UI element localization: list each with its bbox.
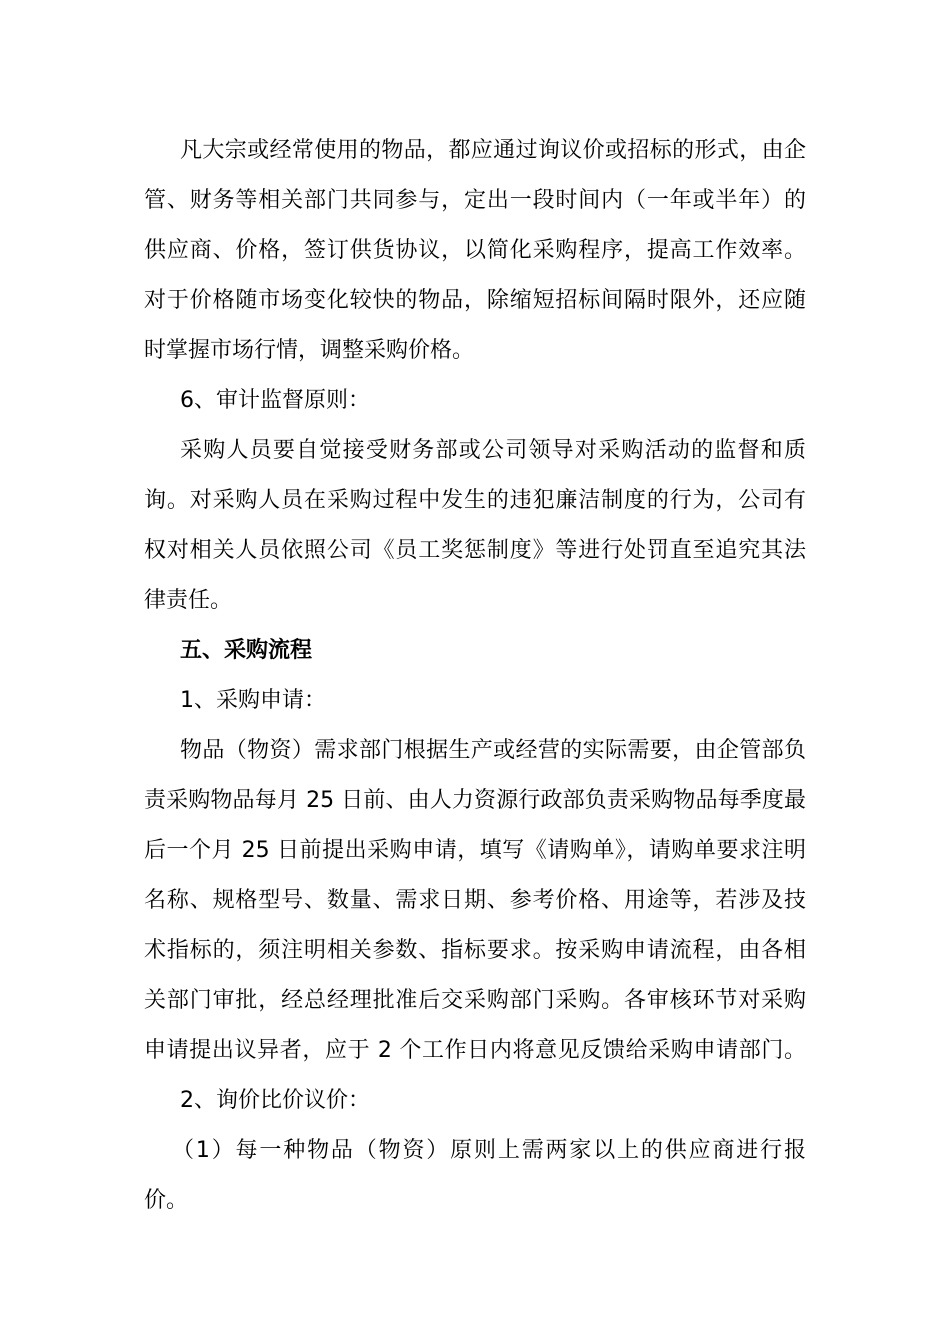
text-line: 权对相关人员依照公司《员工奖惩制度》等进行处罚直至追究其法 <box>144 538 806 563</box>
text-line: 凡大宗或经常使用的物品，都应通过询议价或招标的形式，由企 <box>180 138 806 163</box>
text-line: 名称、规格型号、数量、需求日期、参考价格、用途等，若涉及技 <box>144 888 806 913</box>
text-line: 6、审计监督原则： <box>180 388 370 413</box>
text-line: 询。对采购人员在采购过程中发生的违犯廉洁制度的行为，公司有 <box>144 488 806 513</box>
text-line: 时掌握市场行情，调整采购价格。 <box>144 338 475 363</box>
text-line: 关部门审批，经总经理批准后交采购部门采购。各审核环节对采购 <box>144 988 806 1013</box>
text-line: （1）每一种物品（物资）原则上需两家以上的供应商进行报 <box>172 1138 806 1163</box>
text-line: 对于价格随市场变化较快的物品，除缩短招标间隔时限外，还应随 <box>144 288 806 313</box>
text-line: 价。 <box>144 1188 189 1213</box>
document-body <box>144 126 806 1226</box>
text-line: 物品（物资）需求部门根据生产或经营的实际需要，由企管部负 <box>180 738 806 763</box>
text-line: 术指标的，须注明相关参数、指标要求。按采购申请流程，由各相 <box>144 938 806 963</box>
text-line: 律责任。 <box>144 588 233 613</box>
text-line: 1、采购申请： <box>180 688 326 713</box>
text-line: 2、询价比价议价： <box>180 1088 370 1113</box>
text-line: 管、财务等相关部门共同参与，定出一段时间内（一年或半年）的 <box>144 188 806 213</box>
text-line: 后一个月 25 日前提出采购申请，填写《请购单》，请购单要求注明 <box>144 838 806 863</box>
text-line: 供应商、价格，签订供货协议，以简化采购程序，提高工作效率。 <box>144 238 806 263</box>
text-line: 申请提出议异者，应于 2 个工作日内将意见反馈给采购申请部门。 <box>144 1038 806 1063</box>
text-line: 采购人员要自觉接受财务部或公司领导对采购活动的监督和质 <box>180 438 806 463</box>
section-heading: 五、采购流程 <box>180 638 313 663</box>
text-line: 责采购物品每月 25 日前、由人力资源行政部负责采购物品每季度最 <box>144 788 806 813</box>
